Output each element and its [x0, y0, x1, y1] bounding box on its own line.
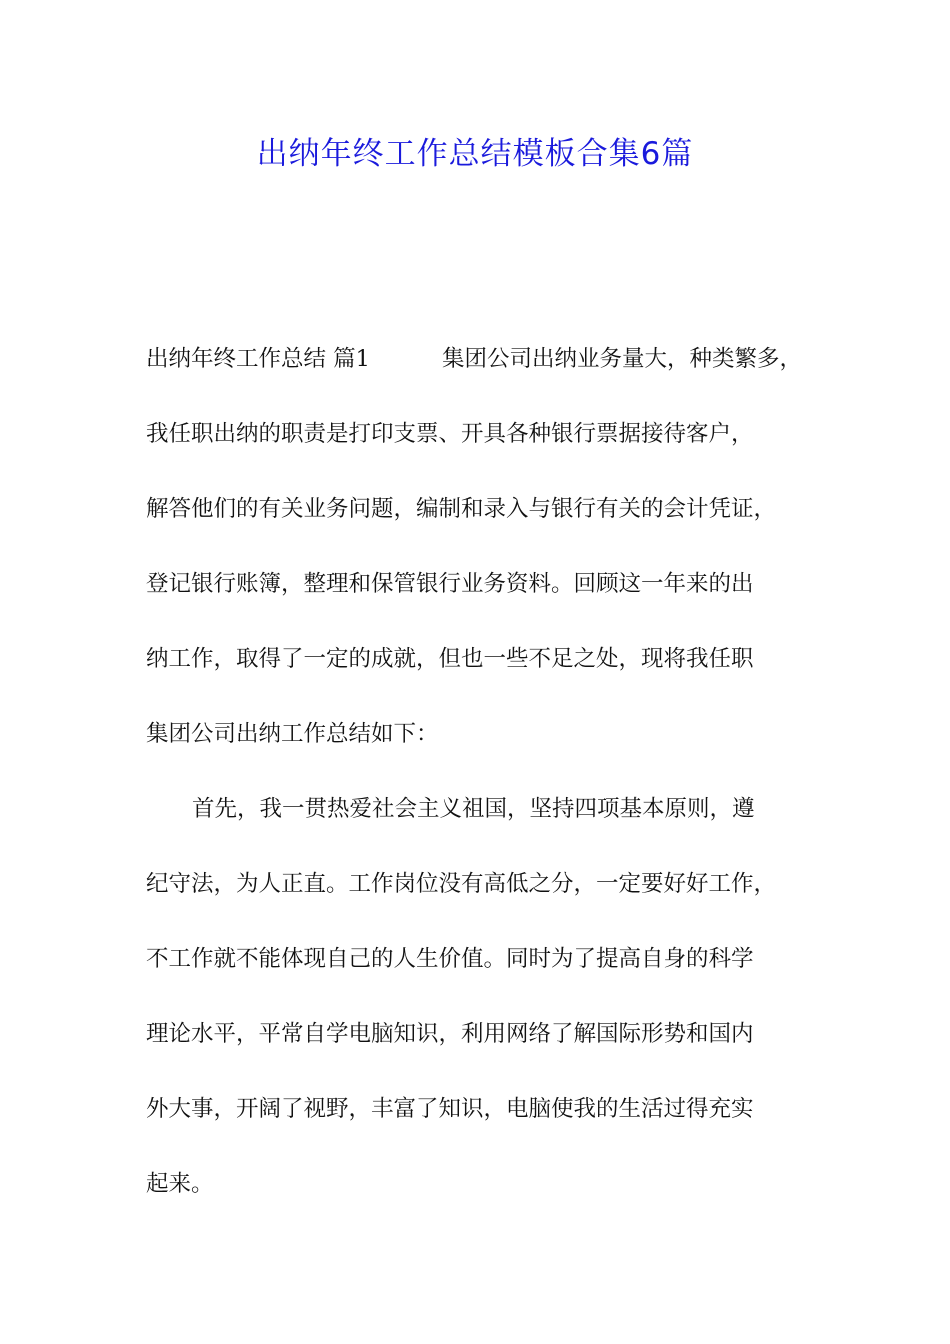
paragraph-line: 首先，我一贯热爱社会主义祖国，坚持四项基本原则，遵 — [192, 796, 755, 822]
paragraph-line: 集团公司出纳工作总结如下： — [146, 721, 439, 747]
paragraph-line: 理论水平，平常自学电脑知识，利用网络了解国际形势和国内 — [146, 1021, 754, 1047]
paragraph-line: 解答他们的有关业务问题，编制和录入与银行有关的会计凭证， — [146, 496, 777, 522]
paragraph-line: 纪守法，为人正直。工作岗位没有高低之分，一定要好好工作， — [146, 871, 777, 897]
paragraph-line: 登记银行账簿，整理和保管银行业务资料。回顾这一年来的出 — [146, 571, 754, 597]
document-title: 出纳年终工作总结模板合集6篇 — [256, 136, 694, 172]
section-heading: 出纳年终工作总结 篇1 — [146, 346, 370, 372]
paragraph-line — [146, 339, 802, 379]
paragraph-line: 不工作就不能体现自己的人生价值。同时为了提高自身的科学 — [146, 946, 754, 972]
paragraph-line: 外大事，开阔了视野，丰富了知识，电脑使我的生活过得充实 — [146, 1096, 754, 1122]
paragraph-line: 起来。 — [146, 1171, 214, 1197]
paragraph-line: 我任职出纳的职责是打印支票、开具各种银行票据接待客户， — [146, 421, 754, 447]
line-text: 集团公司出纳业务量大，种类繁多， — [442, 346, 803, 372]
paragraph-line: 纳工作，取得了一定的成就，但也一些不足之处，现将我任职 — [146, 646, 754, 672]
